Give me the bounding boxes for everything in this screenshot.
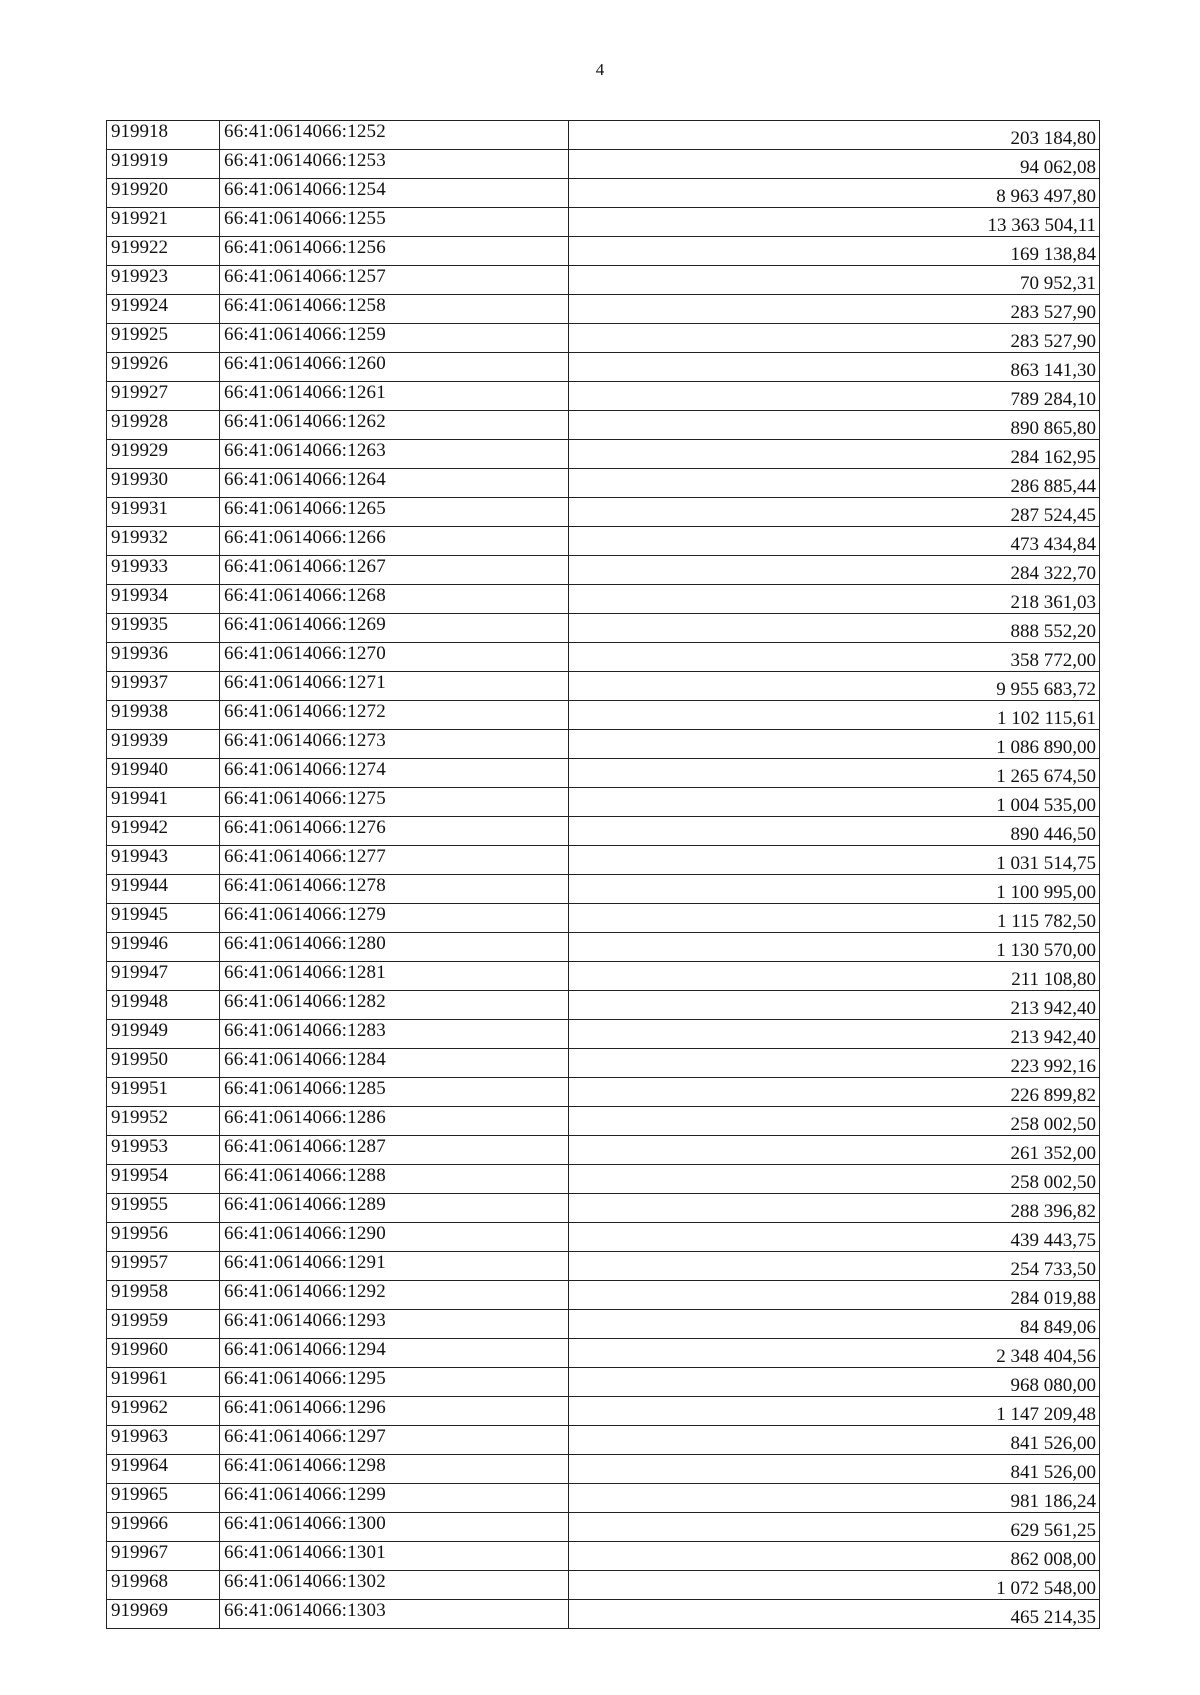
table-row: [107, 1252, 1100, 1281]
cadastral-number-cell: 66:41:0614066:1255: [220, 208, 569, 237]
table-row: [107, 295, 1100, 324]
cadastral-number-cell: 66:41:0614066:1297: [220, 1426, 569, 1455]
cadastral-value-cell: 284 322,70: [569, 556, 1100, 585]
table-row: [107, 527, 1100, 556]
cadastral-value-cell: 1 100 995,00: [569, 875, 1100, 904]
cadastral-value-cell: 358 772,00: [569, 643, 1100, 672]
row-code-cell: 919939: [107, 730, 220, 759]
cadastral-number-cell: 66:41:0614066:1283: [220, 1020, 569, 1049]
cadastral-number-cell: 66:41:0614066:1273: [220, 730, 569, 759]
cadastral-value-cell: 213 942,40: [569, 1020, 1100, 1049]
row-code-cell: 919929: [107, 440, 220, 469]
table-row: [107, 1136, 1100, 1165]
cadastral-number-cell: 66:41:0614066:1270: [220, 643, 569, 672]
cadastral-value-cell: 287 524,45: [569, 498, 1100, 527]
table-row: [107, 933, 1100, 962]
cadastral-number-cell: 66:41:0614066:1295: [220, 1368, 569, 1397]
row-code-cell: 919936: [107, 643, 220, 672]
cadastral-value-cell: 254 733,50: [569, 1252, 1100, 1281]
row-code-cell: 919938: [107, 701, 220, 730]
row-code-cell: 919968: [107, 1571, 220, 1600]
row-code-cell: 919922: [107, 237, 220, 266]
cadastral-value-cell: 218 361,03: [569, 585, 1100, 614]
row-code-cell: 919949: [107, 1020, 220, 1049]
cadastral-number-cell: 66:41:0614066:1257: [220, 266, 569, 295]
row-code-cell: 919931: [107, 498, 220, 527]
table-row: [107, 469, 1100, 498]
row-code-cell: 919958: [107, 1281, 220, 1310]
cadastral-number-cell: 66:41:0614066:1287: [220, 1136, 569, 1165]
table-row: [107, 643, 1100, 672]
table-row: [107, 904, 1100, 933]
row-code-cell: 919943: [107, 846, 220, 875]
cadastral-value-cell: 1 072 548,00: [569, 1571, 1100, 1600]
cadastral-number-cell: 66:41:0614066:1264: [220, 469, 569, 498]
cadastral-value-cell: 473 434,84: [569, 527, 1100, 556]
row-code-cell: 919952: [107, 1107, 220, 1136]
cadastral-number-cell: 66:41:0614066:1260: [220, 353, 569, 382]
cadastral-value-table: [106, 120, 1100, 1629]
table-row: [107, 498, 1100, 527]
cadastral-number-cell: 66:41:0614066:1259: [220, 324, 569, 353]
row-code-cell: 919959: [107, 1310, 220, 1339]
row-code-cell: 919925: [107, 324, 220, 353]
cadastral-number-cell: 66:41:0614066:1291: [220, 1252, 569, 1281]
table-row: [107, 1484, 1100, 1513]
cadastral-value-cell: 439 443,75: [569, 1223, 1100, 1252]
cadastral-number-cell: 66:41:0614066:1266: [220, 527, 569, 556]
cadastral-number-cell: 66:41:0614066:1265: [220, 498, 569, 527]
cadastral-value-cell: 284 162,95: [569, 440, 1100, 469]
row-code-cell: 919934: [107, 585, 220, 614]
table-row: [107, 1223, 1100, 1252]
row-code-cell: 919965: [107, 1484, 220, 1513]
table-row: [107, 962, 1100, 991]
cadastral-number-cell: 66:41:0614066:1293: [220, 1310, 569, 1339]
cadastral-value-cell: 13 363 504,11: [569, 208, 1100, 237]
cadastral-value-cell: 1 130 570,00: [569, 933, 1100, 962]
row-code-cell: 919928: [107, 411, 220, 440]
table-row: [107, 353, 1100, 382]
cadastral-value-cell: 862 008,00: [569, 1542, 1100, 1571]
cadastral-value-cell: 2 348 404,56: [569, 1339, 1100, 1368]
cadastral-value-cell: 890 446,50: [569, 817, 1100, 846]
cadastral-number-cell: 66:41:0614066:1280: [220, 933, 569, 962]
row-code-cell: 919923: [107, 266, 220, 295]
row-code-cell: 919944: [107, 875, 220, 904]
row-code-cell: 919960: [107, 1339, 220, 1368]
cadastral-value-cell: 9 955 683,72: [569, 672, 1100, 701]
cadastral-number-cell: 66:41:0614066:1296: [220, 1397, 569, 1426]
cadastral-number-cell: 66:41:0614066:1279: [220, 904, 569, 933]
table-row: [107, 1165, 1100, 1194]
cadastral-number-cell: 66:41:0614066:1258: [220, 295, 569, 324]
cadastral-number-cell: 66:41:0614066:1269: [220, 614, 569, 643]
cadastral-value-cell: 888 552,20: [569, 614, 1100, 643]
cadastral-number-cell: 66:41:0614066:1286: [220, 1107, 569, 1136]
cadastral-number-cell: 66:41:0614066:1277: [220, 846, 569, 875]
cadastral-value-cell: 284 019,88: [569, 1281, 1100, 1310]
cadastral-value-cell: 258 002,50: [569, 1107, 1100, 1136]
cadastral-value-cell: 94 062,08: [569, 150, 1100, 179]
cadastral-number-cell: 66:41:0614066:1303: [220, 1600, 569, 1629]
table-row: [107, 788, 1100, 817]
cadastral-number-cell: 66:41:0614066:1278: [220, 875, 569, 904]
cadastral-value-cell: 70 952,31: [569, 266, 1100, 295]
cadastral-value-cell: 1 115 782,50: [569, 904, 1100, 933]
cadastral-number-cell: 66:41:0614066:1268: [220, 585, 569, 614]
row-code-cell: 919961: [107, 1368, 220, 1397]
table-row: [107, 1310, 1100, 1339]
row-code-cell: 919941: [107, 788, 220, 817]
row-code-cell: 919932: [107, 527, 220, 556]
table-row: [107, 1600, 1100, 1629]
row-code-cell: 919933: [107, 556, 220, 585]
cadastral-number-cell: 66:41:0614066:1302: [220, 1571, 569, 1600]
table-row: [107, 208, 1100, 237]
cadastral-number-cell: 66:41:0614066:1299: [220, 1484, 569, 1513]
cadastral-value-cell: 169 138,84: [569, 237, 1100, 266]
cadastral-value-cell: 629 561,25: [569, 1513, 1100, 1542]
table-row: [107, 1426, 1100, 1455]
table-row: [107, 1513, 1100, 1542]
row-code-cell: 919964: [107, 1455, 220, 1484]
row-code-cell: 919948: [107, 991, 220, 1020]
row-code-cell: 919930: [107, 469, 220, 498]
table-row: [107, 121, 1100, 150]
cadastral-value-cell: 968 080,00: [569, 1368, 1100, 1397]
cadastral-value-cell: 1 102 115,61: [569, 701, 1100, 730]
cadastral-value-cell: 841 526,00: [569, 1426, 1100, 1455]
cadastral-value-cell: 841 526,00: [569, 1455, 1100, 1484]
table-row: [107, 1020, 1100, 1049]
row-code-cell: 919924: [107, 295, 220, 324]
cadastral-number-cell: 66:41:0614066:1253: [220, 150, 569, 179]
cadastral-number-cell: 66:41:0614066:1256: [220, 237, 569, 266]
cadastral-value-cell: 286 885,44: [569, 469, 1100, 498]
row-code-cell: 919942: [107, 817, 220, 846]
row-code-cell: 919946: [107, 933, 220, 962]
table-row: [107, 556, 1100, 585]
cadastral-value-cell: 223 992,16: [569, 1049, 1100, 1078]
cadastral-value-cell: 1 004 535,00: [569, 788, 1100, 817]
row-code-cell: 919927: [107, 382, 220, 411]
table-row: [107, 1281, 1100, 1310]
row-code-cell: 919921: [107, 208, 220, 237]
table-row: [107, 1107, 1100, 1136]
table-row: [107, 701, 1100, 730]
table-row: [107, 1571, 1100, 1600]
row-code-cell: 919962: [107, 1397, 220, 1426]
table-row: [107, 1542, 1100, 1571]
table-row: [107, 1078, 1100, 1107]
row-code-cell: 919950: [107, 1049, 220, 1078]
table-row: [107, 875, 1100, 904]
table-row: [107, 440, 1100, 469]
row-code-cell: 919951: [107, 1078, 220, 1107]
cadastral-value-cell: 84 849,06: [569, 1310, 1100, 1339]
cadastral-value-cell: 211 108,80: [569, 962, 1100, 991]
row-code-cell: 919918: [107, 121, 220, 150]
cadastral-number-cell: 66:41:0614066:1281: [220, 962, 569, 991]
cadastral-number-cell: 66:41:0614066:1282: [220, 991, 569, 1020]
cadastral-value-cell: 283 527,90: [569, 324, 1100, 353]
cadastral-number-cell: 66:41:0614066:1298: [220, 1455, 569, 1484]
row-code-cell: 919969: [107, 1600, 220, 1629]
cadastral-value-cell: 1 265 674,50: [569, 759, 1100, 788]
table-row: [107, 1049, 1100, 1078]
cadastral-number-cell: 66:41:0614066:1267: [220, 556, 569, 585]
row-code-cell: 919919: [107, 150, 220, 179]
table-row: [107, 817, 1100, 846]
row-code-cell: 919956: [107, 1223, 220, 1252]
row-code-cell: 919966: [107, 1513, 220, 1542]
cadastral-value-cell: 465 214,35: [569, 1600, 1100, 1629]
cadastral-number-cell: 66:41:0614066:1252: [220, 121, 569, 150]
table-row: [107, 1339, 1100, 1368]
cadastral-value-cell: 258 002,50: [569, 1165, 1100, 1194]
cadastral-value-cell: 890 865,80: [569, 411, 1100, 440]
cadastral-number-cell: 66:41:0614066:1274: [220, 759, 569, 788]
cadastral-number-cell: 66:41:0614066:1271: [220, 672, 569, 701]
row-code-cell: 919935: [107, 614, 220, 643]
table-row: [107, 614, 1100, 643]
row-code-cell: 919957: [107, 1252, 220, 1281]
table-row: [107, 179, 1100, 208]
table-row: [107, 1455, 1100, 1484]
row-code-cell: 919963: [107, 1426, 220, 1455]
cadastral-number-cell: 66:41:0614066:1275: [220, 788, 569, 817]
cadastral-value-cell: 981 186,24: [569, 1484, 1100, 1513]
cadastral-number-cell: 66:41:0614066:1301: [220, 1542, 569, 1571]
cadastral-number-cell: 66:41:0614066:1261: [220, 382, 569, 411]
cadastral-value-cell: 283 527,90: [569, 295, 1100, 324]
cadastral-number-cell: 66:41:0614066:1284: [220, 1049, 569, 1078]
table-row: [107, 411, 1100, 440]
table-row: [107, 1397, 1100, 1426]
table-row: [107, 585, 1100, 614]
cadastral-value-cell: 863 141,30: [569, 353, 1100, 382]
cadastral-number-cell: 66:41:0614066:1254: [220, 179, 569, 208]
cadastral-number-cell: 66:41:0614066:1294: [220, 1339, 569, 1368]
cadastral-value-cell: 261 352,00: [569, 1136, 1100, 1165]
table-row: [107, 991, 1100, 1020]
row-code-cell: 919955: [107, 1194, 220, 1223]
row-code-cell: 919967: [107, 1542, 220, 1571]
cadastral-number-cell: 66:41:0614066:1276: [220, 817, 569, 846]
table-row: [107, 846, 1100, 875]
cadastral-value-cell: 288 396,82: [569, 1194, 1100, 1223]
row-code-cell: 919926: [107, 353, 220, 382]
row-code-cell: 919940: [107, 759, 220, 788]
cadastral-value-cell: 1 031 514,75: [569, 846, 1100, 875]
row-code-cell: 919953: [107, 1136, 220, 1165]
cadastral-value-cell: 1 147 209,48: [569, 1397, 1100, 1426]
cadastral-number-cell: 66:41:0614066:1292: [220, 1281, 569, 1310]
cadastral-value-cell: 226 899,82: [569, 1078, 1100, 1107]
table-row: [107, 1194, 1100, 1223]
cadastral-value-cell: 789 284,10: [569, 382, 1100, 411]
cadastral-value-cell: 213 942,40: [569, 991, 1100, 1020]
table-row: [107, 266, 1100, 295]
table-row: [107, 382, 1100, 411]
table-row: [107, 759, 1100, 788]
cadastral-number-cell: 66:41:0614066:1288: [220, 1165, 569, 1194]
table-row: [107, 672, 1100, 701]
row-code-cell: 919945: [107, 904, 220, 933]
page-number: 4: [595, 60, 605, 79]
table-row: [107, 324, 1100, 353]
cadastral-number-cell: 66:41:0614066:1263: [220, 440, 569, 469]
cadastral-number-cell: 66:41:0614066:1262: [220, 411, 569, 440]
table-row: [107, 730, 1100, 759]
table-row: [107, 1368, 1100, 1397]
row-code-cell: 919947: [107, 962, 220, 991]
cadastral-number-cell: 66:41:0614066:1289: [220, 1194, 569, 1223]
table-body: [107, 121, 1100, 1629]
row-code-cell: 919954: [107, 1165, 220, 1194]
table-row: [107, 237, 1100, 266]
cadastral-value-cell: 1 086 890,00: [569, 730, 1100, 759]
table-row: [107, 150, 1100, 179]
cadastral-number-cell: 66:41:0614066:1290: [220, 1223, 569, 1252]
row-code-cell: 919937: [107, 672, 220, 701]
row-code-cell: 919920: [107, 179, 220, 208]
cadastral-number-cell: 66:41:0614066:1285: [220, 1078, 569, 1107]
cadastral-number-cell: 66:41:0614066:1300: [220, 1513, 569, 1542]
cadastral-value-cell: 203 184,80: [569, 121, 1100, 150]
cadastral-value-cell: 8 963 497,80: [569, 179, 1100, 208]
cadastral-number-cell: 66:41:0614066:1272: [220, 701, 569, 730]
